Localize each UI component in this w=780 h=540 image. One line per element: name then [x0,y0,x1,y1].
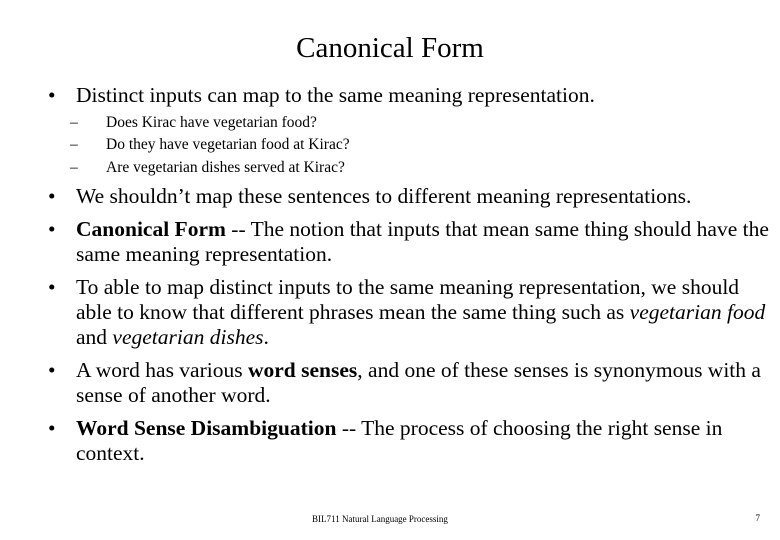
sub-text: Does Kirac have vegetarian food? [106,114,317,131]
bullet-text: We shouldn’t map these sentences to different meaning representations. [76,184,692,208]
bullet-text [76,358,778,408]
footer-course-title: BIL711 Natural Language Processing [312,514,448,524]
sub-dash: – [70,159,78,176]
sub-text: Are vegetarian dishes served at Kirac? [106,159,345,176]
text-part: To able to map distinct inputs to the same meaning representation, we should able to know that different phrases mean the same thing such as [76,275,740,324]
term-canonical-form: Canonical Form [76,217,226,241]
bullet-dot: • [48,275,56,299]
italic-vegetarian-dishes: vegetarian dishes [112,325,264,349]
bullet-dot: • [48,83,56,107]
page-number: 7 [755,513,760,523]
bullet-dot: • [48,184,56,208]
term-word-senses: word senses [247,358,358,382]
term-word-sense-disambiguation: Word Sense Disambiguation [76,416,337,440]
bullet-text [76,275,778,350]
text-part: A word has various [76,358,248,382]
text-part: , and one of these senses is synonymous with a sense of another word. [76,358,761,407]
text-part: . [263,325,269,349]
bullet-text [76,416,778,466]
bullet-dot: • [48,416,56,440]
bullet-text [76,217,778,267]
bullet-dot: • [48,217,56,241]
slide-title: Canonical Form [296,32,484,64]
sub-dash: – [70,136,78,153]
sub-text: Do they have vegetarian food at Kirac? [106,136,350,153]
definition-text: -- The notion that inputs that mean same thing should have the same meaning representation. [76,217,769,266]
italic-vegetarian-food: vegetarian food [629,300,766,324]
definition-text: -- The process of choosing the right sense in context. [76,416,723,465]
bullet-text: Distinct inputs can map to the same meaning representation. [76,83,595,107]
text-part: and [76,325,113,349]
sub-dash: – [70,114,78,131]
bullet-dot: • [48,358,56,382]
